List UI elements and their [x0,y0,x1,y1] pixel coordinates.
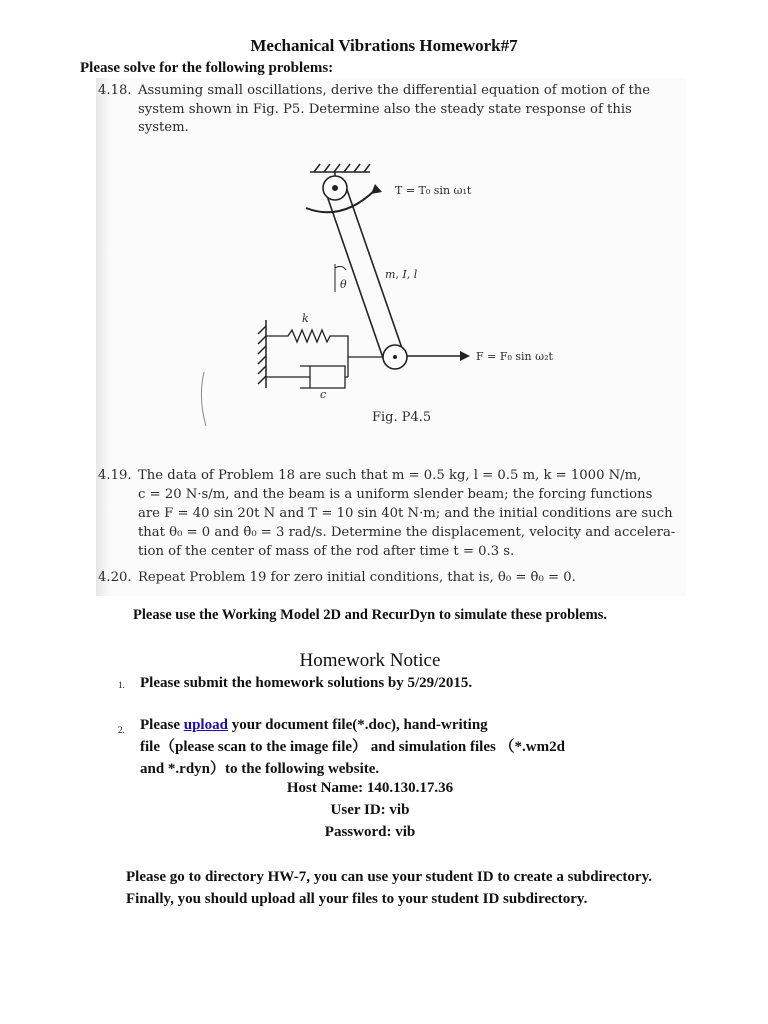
notice-title: Homework Notice [299,650,441,671]
pendulum-figure [230,160,590,400]
damper-label: c [320,388,327,400]
pencil-mark [196,370,210,430]
problem-number: 4.18. [98,83,132,98]
problem-text-line: Assuming small oscillations, derive the differential equation of motion of the [138,83,651,98]
problem-text-line: Repeat Problem 19 for zero initial conditions, that is, θ₀ = θ̇₀ = 0. [138,570,576,585]
item-number: 2. [118,725,125,735]
problem-text-line: The data of Problem 18 are such that m = 0.5 kg, l = 0.5 m, k = 1000 N/m, [138,468,642,483]
item-text: Please submit the homework solutions by 5/29/2015. [140,675,473,691]
problem-4-18 [98,82,678,135]
problem-4-19 [98,467,678,559]
wall [258,320,266,388]
force-arrow-head [460,351,470,361]
problem-text-line: system shown in Fig. P5. Determine also the steady state response of this system. [138,102,632,135]
item-text: your document file(*.doc), hand-writing [227,717,488,733]
instruction-line: Please solve for the following problems: [80,60,334,76]
problem-number: 4.20. [98,570,132,585]
pivot-center [332,185,338,191]
item-text: and *.rdyn）to the following website. [140,761,380,777]
spring-label: k [302,312,309,325]
page-title: Mechanical Vibrations Homework#7 [250,36,518,55]
item-number: 1. [118,680,125,690]
problem-4-20 [98,569,678,589]
simulation-note: Please use the Working Model 2D and RecurDyn to simulate these problems. [133,607,607,623]
item-text: file（please scan to the image file） and simulation files （*.wm2d [140,739,565,755]
problem-text-line: c = 20 N·s/m, and the beam is a uniform slender beam; the forcing functions [138,487,653,502]
torque-label: T = T₀ sin ω₁t [395,184,472,197]
upload-link[interactable]: upload [183,717,228,733]
problem-text-line: tion of the center of mass of the rod after time t = 0.3 s. [138,544,515,559]
spring [266,330,383,357]
mass-label: m, I, l [385,268,418,281]
password: Password: vib [324,824,416,840]
user-id: User ID: vib [330,802,410,818]
item-text: Please [140,717,184,733]
host-name: Host Name: 140.130.17.36 [286,780,454,796]
problem-text-line: that θ₀ = 0 and θ̇₀ = 3 rad/s. Determine the displacement, velocity and accelera- [138,525,676,540]
torque-arrow-head [371,184,382,194]
damper [266,357,348,388]
problem-number: 4.19. [98,468,132,483]
notice-item-2 [118,714,678,780]
directory-instructions: Please go to directory HW-7, you can use your student ID to create a subdirectory. Finally, you should upload all your files to your student ID subdirectory. [126,869,652,907]
force-label: F = F₀ sin ω₂t [476,350,553,363]
problem-text-line: are F = 40 sin 20t N and T = 10 sin 40t N·m; and the initial conditions are such [138,506,673,521]
pin-center [393,355,397,359]
angle-label: θ [340,278,347,291]
figure-caption: Fig. P4.5 [372,410,432,425]
